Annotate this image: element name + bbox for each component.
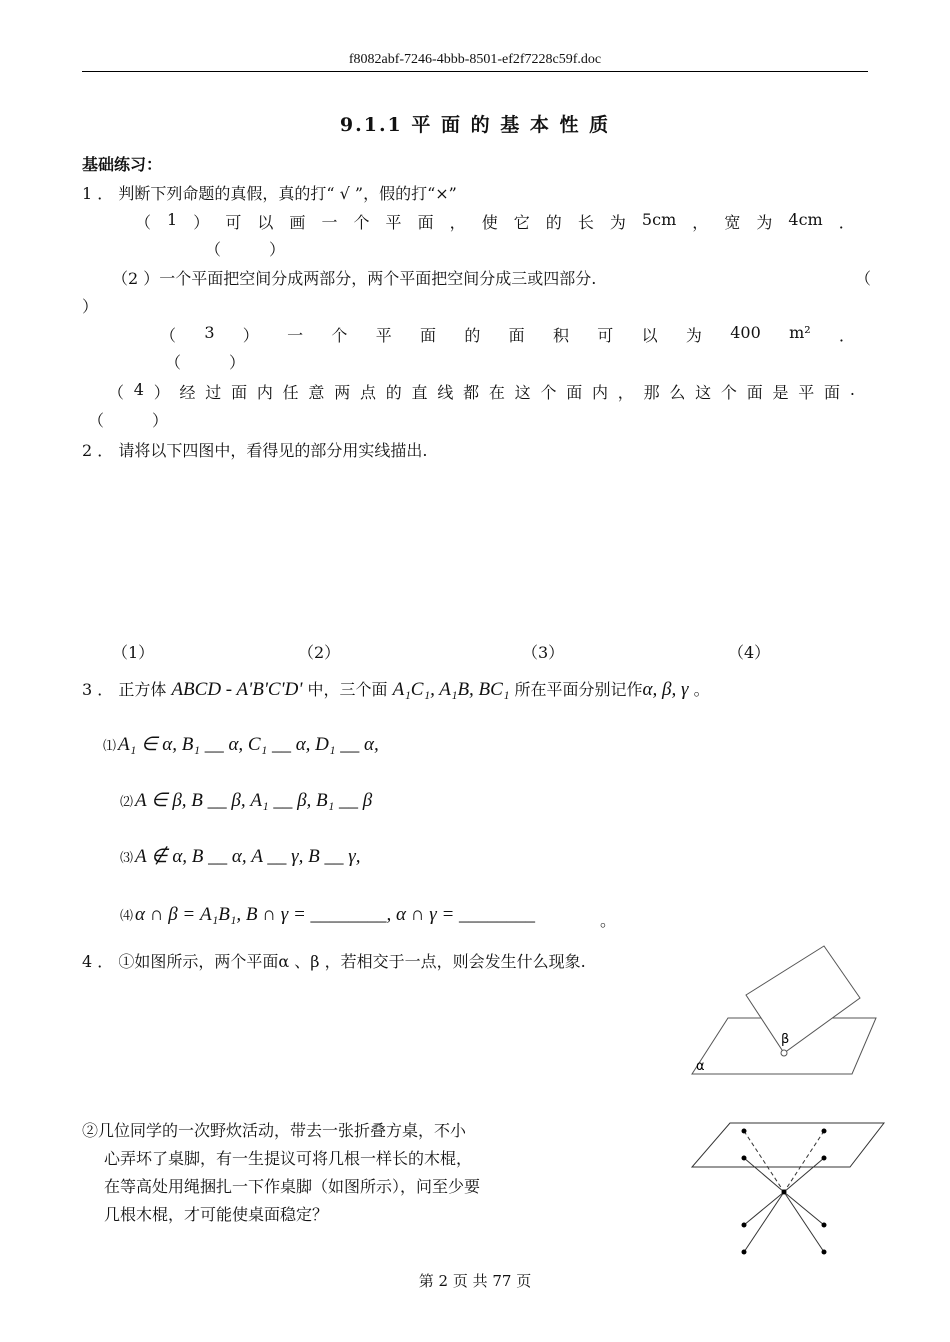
spread-token: 一 xyxy=(287,326,304,345)
q3-item1 xyxy=(103,733,379,756)
spread-token: 平 xyxy=(375,326,392,345)
q2-label-4: （4） xyxy=(728,643,771,662)
spread-token: 过 xyxy=(205,383,222,402)
q3-stem-a: 3 ． 正方体 xyxy=(82,680,172,699)
spread-token: 面 xyxy=(746,383,763,402)
spread-token: 个 xyxy=(331,326,348,345)
q1-item2-paren-close: ） xyxy=(82,297,99,316)
spread-token: 为 xyxy=(685,326,702,345)
spread-token: 长 xyxy=(577,213,594,232)
spread-token: ， xyxy=(617,383,634,402)
q3-item3-label: ⑶ xyxy=(120,850,134,865)
q2-label-3: （3） xyxy=(522,643,565,662)
spread-token: 面 xyxy=(231,383,248,402)
spread-token: 经 xyxy=(179,383,196,402)
q3-stem-faces: A₁C₁, A₁B, BC₁ xyxy=(392,679,510,700)
spread-token: 可 xyxy=(597,326,614,345)
spread-token: 一 xyxy=(321,213,338,232)
spread-token: . xyxy=(849,380,855,399)
spread-token: 面 xyxy=(566,383,583,402)
spread-token: （ xyxy=(135,213,152,232)
leg-end-dot xyxy=(822,1156,827,1161)
spread-token: 个 xyxy=(353,213,370,232)
q1-item1 xyxy=(135,210,855,233)
spread-token: 为 xyxy=(609,213,626,232)
spread-token: ， xyxy=(692,213,709,232)
spread-token: ， xyxy=(449,213,466,232)
leg-end-dot xyxy=(742,1129,747,1134)
spread-token: 以 xyxy=(257,213,274,232)
spread-token: 那 xyxy=(643,383,660,402)
binding-point xyxy=(782,1190,787,1195)
intersection-point xyxy=(781,1050,787,1056)
page-footer: 第 2 页 共 77 页 xyxy=(418,1272,532,1290)
spread-token: 4 xyxy=(133,380,144,399)
q1-item1-paren: （ ） xyxy=(205,240,286,259)
q3-stem-cube: ABCD - A'B'C'D' xyxy=(171,679,303,700)
spread-token: 内 xyxy=(592,383,609,402)
q2-label-1: （1） xyxy=(112,643,155,662)
spread-token: 3 xyxy=(204,323,215,342)
spread-token: 面 xyxy=(824,383,841,402)
spread-token: 在 xyxy=(488,383,505,402)
q4-part2-line2: 心弄坏了桌脚，有一生提议可将几根一样长的木棍， xyxy=(104,1149,473,1168)
spread-token: m² xyxy=(789,323,811,342)
q3-item2-label: ⑵ xyxy=(120,794,134,809)
plane-beta xyxy=(746,946,860,1053)
leg-end-dot xyxy=(742,1223,747,1228)
q1-item4 xyxy=(108,380,855,403)
spread-token: 面 xyxy=(508,326,525,345)
q3-item2-expr: A ∈ β, B __ β, A₁ __ β, B₁ __ β xyxy=(135,790,373,811)
spread-token: 5cm xyxy=(641,210,677,229)
spread-token: 么 xyxy=(669,383,686,402)
spread-token: 的 xyxy=(545,213,562,232)
q1-item4-paren: （ ） xyxy=(88,411,169,430)
spread-token: 线 xyxy=(437,383,454,402)
q3-stem-d: 。 xyxy=(688,680,710,699)
leg-hidden-2 xyxy=(784,1131,824,1192)
spread-token: 的 xyxy=(385,383,402,402)
spread-token: 4cm xyxy=(788,210,823,229)
leg-bottom-3 xyxy=(744,1192,784,1252)
spread-token: ． xyxy=(838,326,855,345)
leg-top-3 xyxy=(744,1158,784,1192)
spread-token: ） xyxy=(193,213,210,232)
spread-token: 400 xyxy=(730,323,761,342)
q3-stem xyxy=(82,677,710,701)
q4-stem: 4 ． ①如图所示，两个平面α 、β ，若相交于一点，则会发生什么现象. xyxy=(82,952,586,971)
q1-item2: （2 ）一个平面把空间分成两部分，两个平面把空间分成三或四部分. xyxy=(112,269,597,288)
page-title: 9.1.1 平 面 的 基 本 性 质 xyxy=(339,114,611,136)
q3-stem-planes: α, β, γ xyxy=(642,679,689,700)
spread-token: 以 xyxy=(641,326,658,345)
folding-table-figure xyxy=(688,1115,888,1260)
q3-item4-tail: 。 xyxy=(600,911,617,930)
q3-item4 xyxy=(120,904,535,926)
spread-token: 意 xyxy=(308,383,325,402)
q3-item4-expr: α ∩ β = A₁B₁, B ∩ γ = ________, α ∩ γ = ________ xyxy=(135,904,536,925)
leg-top-4 xyxy=(784,1158,824,1192)
spread-token: 平 xyxy=(385,213,402,232)
intersecting-planes-figure xyxy=(690,940,890,1080)
q3-item2 xyxy=(120,789,372,812)
leg-bottom-2 xyxy=(784,1192,824,1225)
spread-token: 它 xyxy=(513,213,530,232)
leg-hidden-1 xyxy=(744,1131,784,1192)
spread-token: 的 xyxy=(464,326,481,345)
q3-item3-expr: A ∉ α, B __ α, A __ γ, B __ γ, xyxy=(135,846,361,867)
label-beta: β xyxy=(781,1032,790,1047)
spread-token: 使 xyxy=(481,213,498,232)
leg-end-dot xyxy=(822,1129,827,1134)
q4-part2-line4: 几根木棍，才可能使桌面稳定？ xyxy=(104,1205,329,1224)
spread-token: 面 xyxy=(417,213,434,232)
leg-end-dot xyxy=(742,1250,747,1255)
q1-item3-paren: （ ） xyxy=(165,353,246,372)
spread-token: 1 xyxy=(167,210,178,229)
q3-item1-expr: A₁ ∈ α, B₁ __ α, C₁ __ α, D₁ __ α, xyxy=(118,734,379,755)
q1-item2-paren-open: （ xyxy=(855,269,872,288)
spread-token: 点 xyxy=(359,383,376,402)
spread-token: （ xyxy=(160,326,177,345)
table-top xyxy=(692,1123,884,1167)
spread-token: ． xyxy=(838,213,855,232)
q4-part2-line3: 在等高处用绳捆扎一下作桌脚（如图所示），问至少要 xyxy=(104,1177,481,1196)
spread-token: 个 xyxy=(540,383,557,402)
spread-token: 宽 xyxy=(724,213,741,232)
spread-token: 直 xyxy=(411,383,428,402)
q2-label-2: （2） xyxy=(298,643,341,662)
leg-end-dot xyxy=(822,1250,827,1255)
section-heading: 基础练习： xyxy=(82,155,163,174)
spread-token: 任 xyxy=(282,383,299,402)
header-rule xyxy=(82,71,868,72)
label-alpha: α xyxy=(696,1059,705,1074)
q3-item4-label: ⑷ xyxy=(120,908,134,923)
spread-token: 都 xyxy=(463,383,480,402)
q3-stem-c: 所在平面分别记作 xyxy=(509,680,643,699)
spread-token: 个 xyxy=(720,383,737,402)
q3-item3 xyxy=(120,845,360,868)
spread-token: 这 xyxy=(514,383,531,402)
spread-token: 两 xyxy=(334,383,351,402)
spread-token: 面 xyxy=(420,326,437,345)
leg-bottom-1 xyxy=(744,1192,784,1225)
q4-part2-line1: ②几位同学的一次野炊活动，带去一张折叠方桌，不小 xyxy=(82,1121,467,1140)
spread-token: 可 xyxy=(225,213,242,232)
leg-end-dot xyxy=(742,1156,747,1161)
leg-bottom-4 xyxy=(784,1192,824,1252)
spread-token: 画 xyxy=(289,213,306,232)
spread-token: （ xyxy=(108,383,125,402)
q3-stem-b: 中，三个面 xyxy=(302,680,393,699)
q2-stem: 2 ． 请将以下四图中，看得见的部分用实线描出. xyxy=(82,441,428,460)
spread-token: 是 xyxy=(772,383,789,402)
spread-token: ） xyxy=(153,383,170,402)
leg-end-dot xyxy=(822,1223,827,1228)
q1-stem: 1 ． 判断下列命题的真假，真的打“ √ ”，假的打“×” xyxy=(82,184,457,203)
spread-token: 这 xyxy=(695,383,712,402)
spread-token: 平 xyxy=(798,383,815,402)
spread-token: 内 xyxy=(256,383,273,402)
spread-token: ） xyxy=(242,326,259,345)
q1-item3 xyxy=(160,323,855,346)
header-filename: f8082abf-7246-4bbb-8501-ef2f7228c59f.doc xyxy=(348,52,602,67)
q3-item1-label: ⑴ xyxy=(103,738,117,753)
spread-token: 为 xyxy=(756,213,773,232)
spread-token: 积 xyxy=(552,326,569,345)
